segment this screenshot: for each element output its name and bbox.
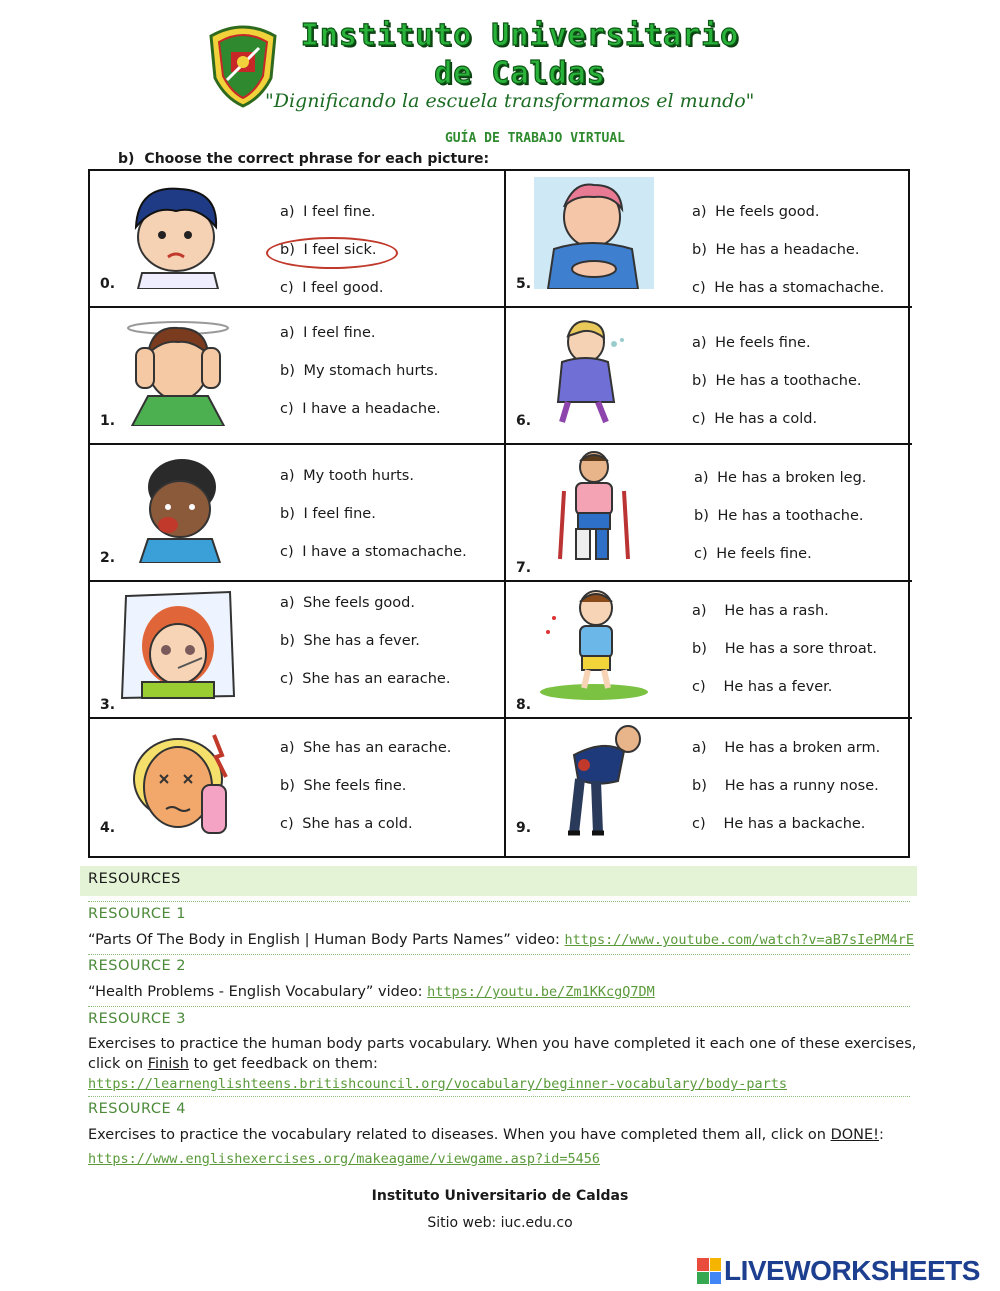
- resource-4-label: RESOURCE 4: [88, 1101, 186, 1117]
- item-number-5: 5.: [516, 276, 532, 292]
- item-number-9: 9.: [516, 820, 532, 836]
- exercise-cell-1: [90, 308, 506, 445]
- options-1: [280, 314, 441, 428]
- exercise-cell-0: [90, 171, 506, 308]
- option-0-a[interactable]: a) I feel fine.: [280, 204, 376, 220]
- option-5-b[interactable]: b) He has a headache.: [692, 242, 860, 258]
- item-number-2: 2.: [100, 550, 116, 566]
- options-0: [280, 193, 383, 307]
- exercise-table: [88, 169, 910, 858]
- sick-boy-image: [118, 177, 238, 289]
- divider: [88, 1006, 910, 1007]
- option-8-b[interactable]: b) He has a sore throat.: [692, 641, 878, 657]
- option-6-c[interactable]: c) He has a cold.: [692, 411, 818, 427]
- resource-3-link[interactable]: https://learnenglishteens.britishcouncil.org/vocabulary/beginner-vocabulary/body-parts: [88, 1076, 787, 1092]
- option-4-c[interactable]: c) She has a cold.: [280, 816, 413, 832]
- option-0-c[interactable]: c) I feel good.: [280, 280, 384, 296]
- resource-1-text: “Parts Of The Body in English | Human Body Parts Names” video: https://www.youtube.com/watch?v=aB7sIePM4rE: [88, 932, 915, 948]
- option-3-b[interactable]: b) She has a fever.: [280, 633, 420, 649]
- exercise-cell-5: [506, 171, 912, 308]
- option-2-b[interactable]: b) I feel fine.: [280, 506, 376, 522]
- backache-man-image: [534, 725, 654, 837]
- exercise-cell-8: [506, 582, 912, 719]
- option-1-a[interactable]: a) I feel fine.: [280, 325, 376, 341]
- exercise-cell-7: [506, 445, 912, 582]
- footer-website: Sitio web: iuc.edu.co: [427, 1215, 573, 1231]
- option-5-a[interactable]: a) He feels good.: [692, 204, 820, 220]
- option-3-c[interactable]: c) She has an earache.: [280, 671, 451, 687]
- options-9: [692, 729, 880, 843]
- resource-3-label: RESOURCE 3: [88, 1011, 186, 1027]
- options-5: [692, 193, 884, 307]
- option-3-a[interactable]: a) She feels good.: [280, 595, 415, 611]
- headache-man-image: [118, 314, 238, 426]
- liveworksheets-icon: [697, 1258, 721, 1284]
- option-7-c[interactable]: c) He feels fine.: [694, 546, 812, 562]
- option-4-a[interactable]: a) She has an earache.: [280, 740, 452, 756]
- done-word: DONE!: [830, 1127, 879, 1143]
- option-1-b[interactable]: b) My stomach hurts.: [280, 363, 439, 379]
- cold-boy-image: [534, 314, 654, 426]
- option-0-b-selected[interactable]: b) I feel sick.: [280, 231, 377, 269]
- item-number-0: 0.: [100, 276, 116, 292]
- resource-4-link[interactable]: https://www.englishexercises.org/makeagame/viewgame.asp?id=5456: [88, 1151, 601, 1167]
- resource-1-link[interactable]: https://www.youtube.com/watch?v=aB7sIePM4rE: [564, 932, 915, 948]
- option-5-c[interactable]: c) He has a stomachache.: [692, 280, 885, 296]
- resource-2-label: RESOURCE 2: [88, 958, 186, 974]
- option-6-a[interactable]: a) He feels fine.: [692, 335, 811, 351]
- option-2-a[interactable]: a) My tooth hurts.: [280, 468, 414, 484]
- resource-2-text: “Health Problems - English Vocabulary” video: https://youtu.be/Zm1KKcgQ7DM: [88, 984, 655, 1000]
- institution-title-line2: de Caldas: [434, 56, 606, 91]
- broken-leg-man-image: [534, 451, 654, 563]
- resource-4-text: Exercises to practice the vocabulary related to diseases. When you have completed them all, click on DONE!:: [88, 1127, 884, 1143]
- option-2-c[interactable]: c) I have a stomachache.: [280, 544, 467, 560]
- guide-title: GUÍA DE TRABAJO VIRTUAL: [444, 131, 625, 146]
- option-1-c[interactable]: c) I have a headache.: [280, 401, 441, 417]
- options-3: [280, 584, 450, 698]
- instruction-text: Choose the correct phrase for each picture:: [144, 151, 490, 167]
- divider: [88, 954, 910, 955]
- option-7-b[interactable]: b) He has a toothache.: [694, 508, 864, 524]
- item-number-6: 6.: [516, 413, 532, 429]
- options-6: [692, 324, 862, 438]
- institution-motto: "Dignificando la escuela transformamos el mundo": [265, 90, 755, 112]
- item-number-7: 7.: [516, 560, 532, 576]
- footer-institution: Instituto Universitario de Caldas: [371, 1188, 629, 1204]
- resource-1-label: RESOURCE 1: [88, 906, 186, 922]
- item-number-1: 1.: [100, 413, 116, 429]
- divider: [88, 1096, 910, 1097]
- option-7-a[interactable]: a) He has a broken leg.: [694, 470, 867, 486]
- resources-heading: RESOURCES: [80, 866, 917, 896]
- option-8-c[interactable]: c) He has a fever.: [692, 679, 833, 695]
- option-9-a[interactable]: a) He has a broken arm.: [692, 740, 881, 756]
- resource-4-link-row: [88, 1149, 918, 1169]
- options-2: [280, 457, 467, 571]
- exercise-cell-6: [506, 308, 912, 445]
- option-6-b[interactable]: b) He has a toothache.: [692, 373, 862, 389]
- instruction-letter: b): [118, 151, 135, 167]
- sore-throat-boy-image: [534, 588, 654, 700]
- option-8-a[interactable]: a) He has a rash.: [692, 603, 829, 619]
- item-number-8: 8.: [516, 697, 532, 713]
- exercise-cell-2: [90, 445, 506, 582]
- exercise-cell-4: [90, 719, 506, 856]
- options-7: [694, 459, 866, 573]
- exercise-cell-3: [90, 582, 506, 719]
- resource-3-text: Exercises to practice the human body parts vocabulary. When you have completed it each one of these exercises, click on Finish to get feedback on them: https://learnenglishteens.britishcouncil.org/vocabulary/beginner-vocabulary/body-parts: [88, 1036, 917, 1092]
- option-4-b[interactable]: b) She feels fine.: [280, 778, 407, 794]
- earache-girl-image: [118, 725, 238, 837]
- resource-2-link[interactable]: https://youtu.be/Zm1KKcgQ7DM: [427, 984, 655, 1000]
- toothache-boy-image: [118, 451, 238, 563]
- stomachache-man-image: [534, 177, 654, 289]
- options-8: [692, 592, 877, 706]
- fever-girl-image: [118, 588, 238, 700]
- exercise-instruction: [118, 151, 489, 167]
- exercise-cell-9: [506, 719, 912, 856]
- item-number-3: 3.: [100, 697, 116, 713]
- liveworksheets-wordmark: LIVEWORKSHEETS: [724, 1255, 980, 1286]
- option-9-b[interactable]: b) He has a runny nose.: [692, 778, 879, 794]
- finish-word: Finish: [147, 1056, 189, 1072]
- institution-title-line1: Instituto Universitario: [300, 18, 740, 53]
- item-number-4: 4.: [100, 820, 116, 836]
- option-9-c[interactable]: c) He has a backache.: [692, 816, 866, 832]
- options-4: [280, 729, 451, 843]
- liveworksheets-logo[interactable]: [697, 1256, 980, 1286]
- divider: [88, 901, 910, 902]
